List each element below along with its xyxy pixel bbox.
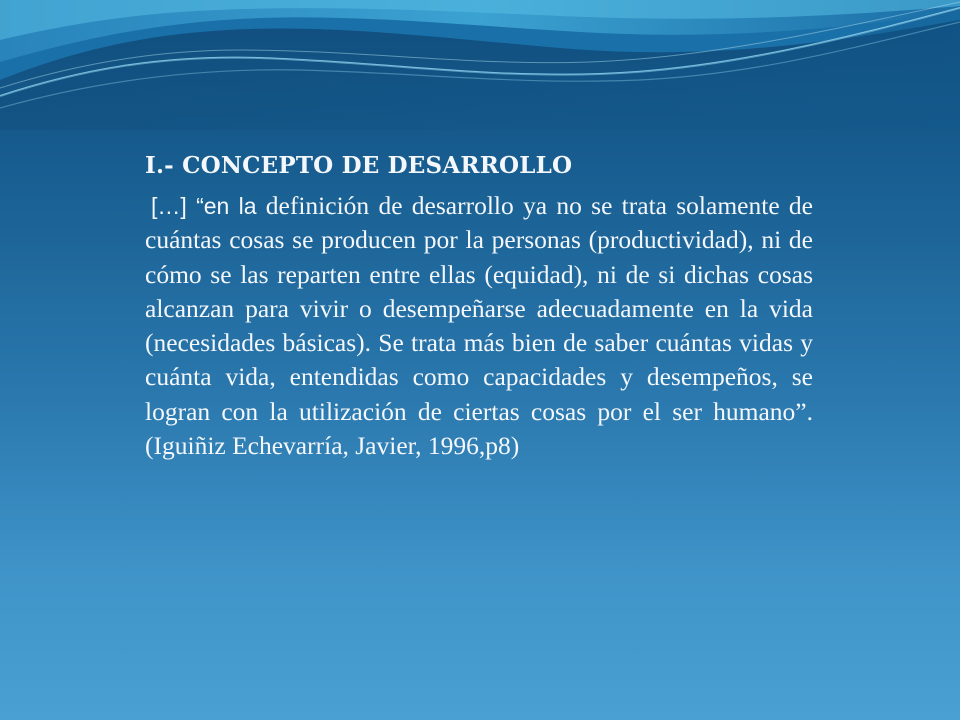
decorative-waves (0, 0, 960, 130)
quote-lead: […] “en la (151, 193, 257, 219)
quote-paragraph (145, 189, 813, 463)
slide-content (145, 152, 813, 463)
slide-heading: I.- CONCEPTO DE DESARROLLO (145, 152, 573, 179)
quote-body: definición de desarrollo ya no se trata solamente de cuántas cosas se producen por la personas (productividad), ni de cómo se las reparten entre ellas (equidad), ni de si dichas cosas alcanzan para vivir o desempeñarse adecuadamente en la vida (necesidades básicas). Se trata más bien de saber cuántas vidas y cuánta vida, entendidas como capacidades y desempeños, se logran con la utilización de ciertas cosas por el ser humano”. (Iguiñiz Echevarría, Javier, 1996,p8) (145, 191, 813, 461)
